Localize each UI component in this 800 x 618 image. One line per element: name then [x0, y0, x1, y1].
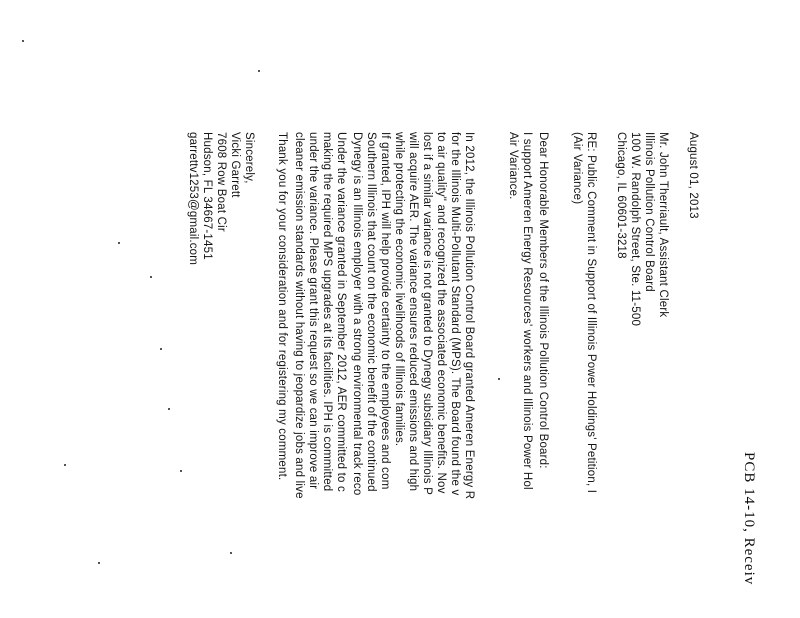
paragraph-line: while protecting the economic livelihoods of Illinois families. [393, 132, 405, 447]
recipient-address [614, 132, 670, 326]
scan-speck [98, 562, 100, 564]
receipt-stamp-text: PCB 14-10, Receiv [741, 452, 757, 586]
paragraph-history [392, 132, 476, 499]
paragraph-line: will acquire AER. The variance ensures reduced emissions and high [407, 132, 419, 492]
subject-text: RE: Public Comment in Support of Illinois Power Holdings' Petition, I [585, 132, 597, 494]
scan-speck [150, 276, 152, 278]
salutation-text: Dear Honorable Members of the Illinois Pollution Control Board: [537, 132, 549, 469]
paragraph-line: Southern Illinois that count on the economic benefit of the continued [365, 132, 377, 492]
closing-text: Thank you for your consideration and for registering my comment. [276, 132, 288, 481]
paragraph-line: for the Illinois Multi-Pollutant Standard (MPS). The Board found the v [449, 132, 461, 496]
scan-speck [160, 348, 162, 350]
paragraph-line: under the variance. Please grant this request so we can improve air [307, 132, 319, 490]
paragraph-line: Under the variance granted in September 2012, AER committed to c [335, 132, 347, 492]
signoff-line: Sincerely, [243, 132, 255, 184]
subject-line [570, 132, 598, 493]
paragraph-certainty [350, 132, 392, 495]
recipient-line: Illinois Pollution Control Board [643, 132, 655, 292]
signoff-name: Vicki Garrett [229, 132, 241, 198]
signoff-line: 7608 Row Boat Cir [215, 132, 227, 232]
scan-speck [498, 378, 500, 380]
subject-text: (Air Variance) [571, 132, 583, 205]
paragraph-line: If granted, IPH will help provide certainty to the employees and com [379, 132, 391, 490]
signature-block [186, 132, 256, 265]
receipt-stamp [742, 452, 756, 585]
scan-speck [168, 408, 170, 410]
paragraph-line: cleaner emission standards without having to jeopardize jobs and live [293, 132, 305, 499]
recipient-line: Mr. John Therriault, Assistant Clerk [657, 132, 669, 318]
paragraph-line: In 2012, the Illinois Pollution Control Board granted Ameren Energy R [463, 132, 475, 500]
date-text: August 01, 2013 [687, 132, 699, 219]
paragraph-variance [292, 132, 348, 499]
scan-speck [180, 470, 182, 472]
paragraph-support [506, 132, 534, 490]
scan-speck [258, 70, 260, 72]
scan-speck [230, 552, 232, 554]
scan-speck [64, 464, 66, 466]
closing-thanks [275, 132, 289, 480]
salutation [536, 132, 550, 469]
paragraph-line: lost if a similar variance is not granted to Dynegy subsidiary Illinois P [421, 132, 433, 495]
paragraph-line: I support Ameren Energy Resources' workers and Illinois Power Hol [521, 132, 533, 490]
signoff-line: Hudson, FL 34667-1451 [201, 132, 213, 260]
scan-speck [118, 242, 120, 244]
recipient-line: 100 W. Randolph Street, Ste. 11-500 [629, 132, 641, 327]
letter-date [686, 132, 700, 219]
signoff-email: garrettv1253@gmail.com [187, 132, 199, 266]
paragraph-line: Air Variance. [507, 132, 519, 200]
scan-speck [22, 40, 24, 42]
paragraph-line: Dynegy is an Illinois employer with a strong environmental track reco [351, 132, 363, 496]
paragraph-line: to air quality" and recognized the associated economic benefits. Nov [435, 132, 447, 494]
paragraph-line: making the required MPS upgrades at its facilities. IPH is committed [321, 132, 333, 492]
recipient-line: Chicago, IL 60601-3218 [615, 132, 627, 259]
